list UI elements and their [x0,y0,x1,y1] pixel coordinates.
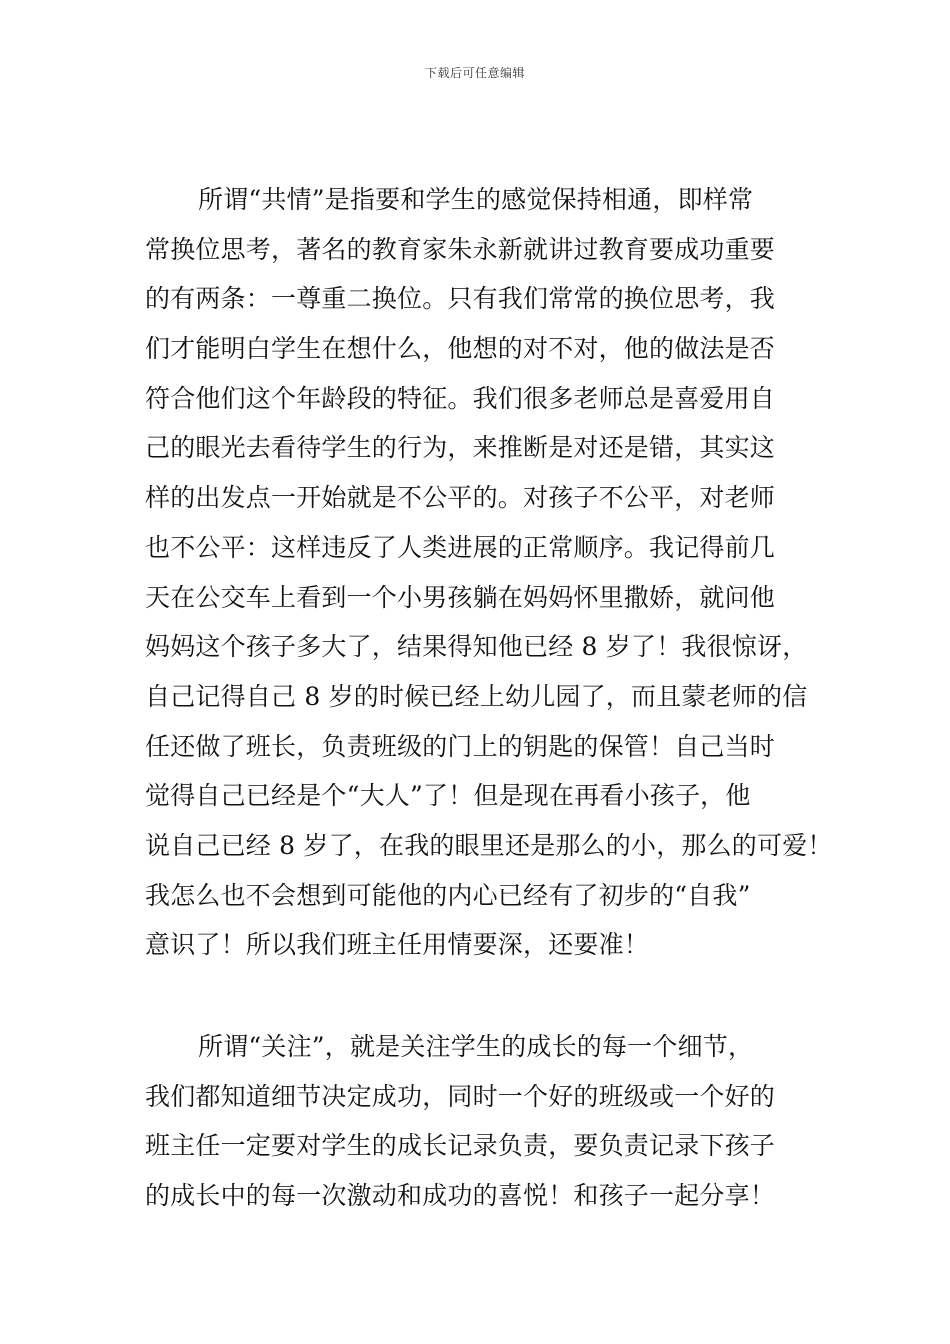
text-line: 的成长中的每一次激动和成功的喜悦！和孩子一起分享！ [145,1181,776,1211]
text-line: 的有两条：一尊重二换位。只有我们常常的换位思考，我 [145,284,776,314]
text-line: 符合他们这个年龄段的特征。我们很多老师总是喜爱用自 [145,383,776,413]
page-header: 下载后可任意编辑 [424,66,525,80]
text-line: 觉得自己已经是个“大人”了！但是现在再看小孩子，他 [145,781,751,811]
text-line: 我们都知道细节决定成功，同时一个好的班级或一个好的 [145,1081,776,1111]
text-line: 样的出发点一开始就是不公平的。对孩子不公平，对老师 [145,483,776,513]
text-line: 己的眼光去看待学生的行为，来推断是对还是错，其实这 [145,433,776,463]
text-line: 自己记得自己 8 岁的时候已经上幼儿园了，而且蒙老师的信 [145,681,808,711]
paragraph-empathy [145,175,835,970]
text-line: 常换位思考，著名的教育家朱永新就讲过教育要成功重要 [145,234,776,264]
paragraph-attention [145,1022,835,1221]
text-line: 也不公平：这样违反了人类进展的正常顺序。我记得前几 [145,532,776,562]
text-line: 所谓“共情”是指要和学生的感觉保持相通，即样常 [198,185,754,214]
text-line: 妈妈这个孩子多大了，结果得知他已经 8 岁了！我很惊讶， [145,632,808,662]
text-line: 们才能明白学生在想什么，他想的对不对，他的做法是否 [145,334,776,364]
text-line: 班主任一定要对学生的成长记录负责，要负责记录下孩子 [145,1131,776,1161]
text-line: 所谓“关注”，就是关注学生的成长的每一个细节， [198,1032,754,1061]
text-line: 说自己已经 8 岁了，在我的眼里还是那么的小，那么的可爱！ [145,830,833,860]
text-line: 任还做了班长，负责班级的门上的钥匙的保管！自己当时 [145,731,776,761]
text-line: 我怎么也不会想到可能他的内心已经有了初步的“自我” [145,880,751,910]
text-line: 意识了！所以我们班主任用情要深，还要准！ [145,930,650,960]
text-line: 天在公交车上看到一个小男孩躺在妈妈怀里撒娇，就问他 [145,582,776,612]
